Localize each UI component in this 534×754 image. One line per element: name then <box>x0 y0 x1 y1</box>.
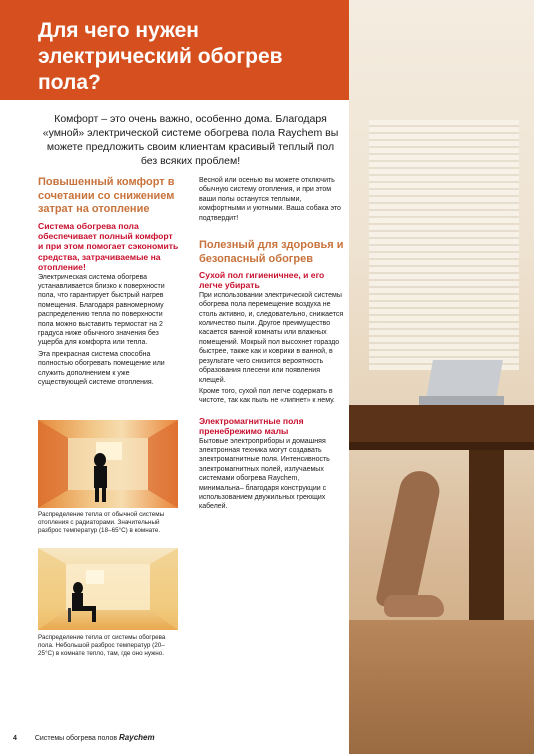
person-leg <box>375 467 443 612</box>
footer-brand: Raychem <box>119 733 155 742</box>
subheading-emf: Электромагнитные поля пренебрежимо малы <box>199 415 304 437</box>
paragraph-heating: Электрическая система обогрева устанавливается близко к поверхности пола, что гарантирует быстрый нагрев помещения. Благодаря равномерному распределению тепла по поверхности пола можно выставить термостат на 2 градуса ниже обычного значения без ущерба для комфорта или тепла. <box>38 273 165 347</box>
page-title: Для чего нужен электрический обогрев пола? <box>38 19 283 94</box>
figure-floor-heat <box>38 548 178 630</box>
paragraph-emf: Бытовые электроприборы и домашняя электронная техника могут создавать электромагнитные поля. Интенсивность электромагнитных полей, излучаемых системами обогрева Raychem, минимальна– благодаря конструкции с использованием двужильных греющих кабелей. <box>199 437 330 511</box>
room-floor-illustration <box>38 548 178 630</box>
section-heading-comfort: Повышенный комфорт в сочетании со снижением затрат на отопление <box>38 176 175 215</box>
left-column <box>38 176 180 389</box>
caption-floor: Распределение тепла от системы обогрева пола. Небольшой разброс температур (20–25°C) в комнате тепло, там, где оно нужно. <box>38 634 166 658</box>
table-edge <box>349 442 534 450</box>
figure-radiator-heat <box>38 420 178 508</box>
right-column <box>199 176 345 514</box>
subheading-savings: Система обогрева пола обеспечивает полный комфорт и при этом помогает сэкономить средства, затрачиваемые на отопление! <box>38 220 179 273</box>
wooden-floor <box>349 620 534 754</box>
footer-text: Системы обогрева полов <box>34 735 118 742</box>
paragraph-clean: Кроме того, сухой пол легче содержать в чистоте, так как пыль не «липнет» к нему. <box>199 387 335 405</box>
table-top <box>349 405 534 443</box>
section-heading-health: Полезный для здоровья и безопасный обогрев <box>199 239 344 265</box>
subheading-hygiene: Сухой пол гигиеничнее, и его легче убирать <box>199 270 325 291</box>
laptop-base <box>419 396 504 405</box>
title-banner <box>0 0 349 100</box>
paragraph-dust: При использовании электрической системы обогрева пола перемещение воздуха не столь активно, и, следовательно, снижается количество пыли. Другое преимущество касается ванной комнаты или влажных помещений. Мокрый пол высохнет гораздо быстрее, также как и коврики в ванной, в результате чего снизится вероятность образования плесени или появления клещей. <box>199 291 344 384</box>
page-footer <box>13 733 155 742</box>
intro-text: Комфорт – это очень важно, особенно дома. Благодаря «умной» электрической системе обогрева пола Raychem вы можете предложить своим клиентам красивый теплый пол без всяких проблем! <box>42 113 339 167</box>
interior-photo <box>349 0 534 754</box>
window-blind <box>369 120 519 370</box>
page-number: 4 <box>13 735 17 742</box>
bare-foot <box>384 595 444 617</box>
room-radiator-illustration <box>38 420 178 508</box>
caption-radiator: Распределение тепла от обычной системы отопления с радиаторами. Значительный разброс температур (18–65°C) в комнате. <box>38 511 165 535</box>
paragraph-spring: Весной или осенью вы можете отключить обычную систему отопления, и при этом ваши полы останутся теплыми, комфортными и уютными. Ваша собака это подтвердит! <box>199 177 341 222</box>
paragraph-system: Эта прекрасная система способна полностью обогревать помещение или служить дополнением к уже существующей системе отопления. <box>38 350 165 386</box>
